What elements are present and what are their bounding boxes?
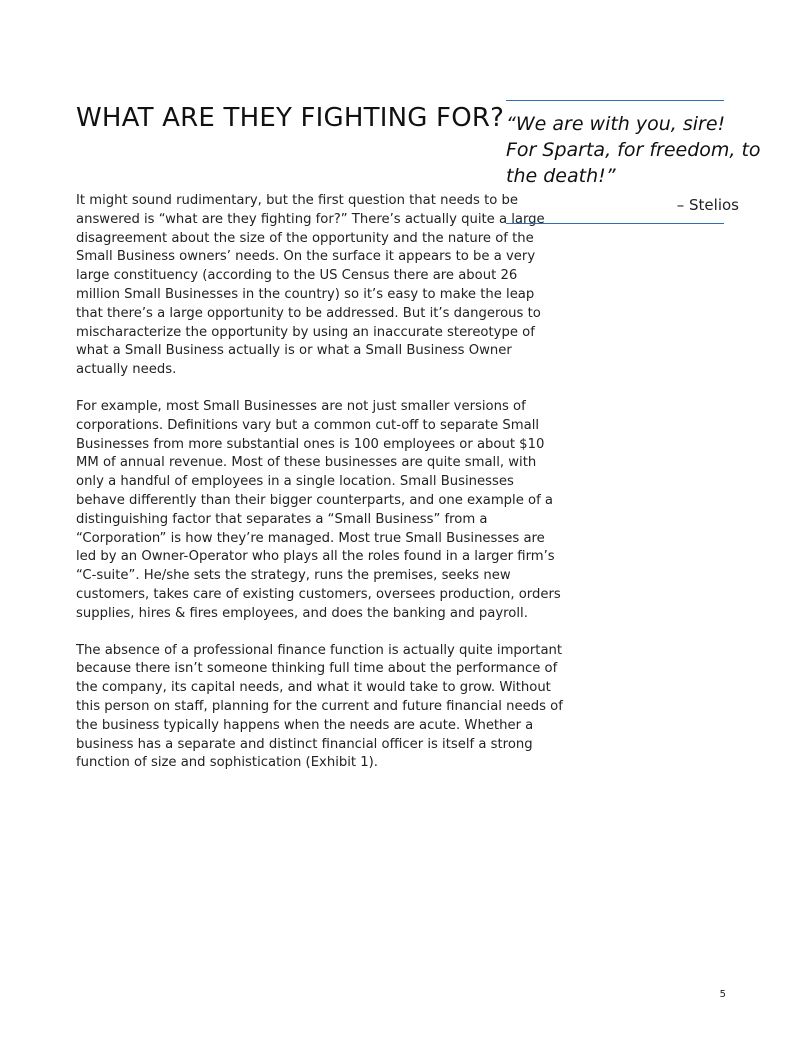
quote-text: “We are with you, sire! For Sparta, for freedom, to the death!” [506,113,761,187]
quote-attribution: – Stelios [676,196,739,214]
quote-top-rule [506,100,724,101]
pull-quote [506,100,776,224]
page-number: 5 [719,989,726,1000]
paragraph-3: The absence of a professional finance function is actually quite important because there isn’t someone thinking full time about the performance of the company, its capital needs, and what it would take to grow. Without this person on staff, planning for the current and future financial needs of the business typically happens when the needs are acute. Whether a business has a separate and distinct financial officer is itself a strong function of size and sophistication (Exhibit 1). [76,642,563,771]
body-text [76,192,564,791]
quote-bottom-rule [506,223,724,224]
paragraph-1: It might sound rudimentary, but the first question that needs to be answered is “what are they fighting for?” There’s actually quite a large disagreement about the size of the opportunity and the nature of the Small Business owners’ needs. On the surface it appears to be a very large constituency (according to the US Census there are about 26 million Small Businesses in the country) so it’s easy to make the leap that there’s a large opportunity to be addressed. But it’s dangerous to mischaracterize the opportunity by using an inaccurate stereotype of what a Small Business actually is or what a Small Business Owner actually needs. [76,193,545,378]
paragraph-2: For example, most Small Businesses are not just smaller versions of corporations. Definitions vary but a common cut-off to separate Small Businesses from more substantial ones is 100 employees or about $10 MM of annual revenue. Most of these businesses are quite small, with only a handful of employees in a single location. Small Businesses behave differently than their bigger counterparts, and one example of a distinguishing factor that separates a “Small Business” from a “Corporation” is how they’re managed. Most true Small Businesses are led by an Owner-Operator who plays all the roles found in a larger firm’s “C-suite”. He/she sets the strategy, runs the premises, seeks new customers, takes care of existing customers, oversees production, orders supplies, hires & fires employees, and does the banking and payroll. [76,398,561,621]
page-title: WHAT ARE THEY FIGHTING FOR? [76,103,505,133]
